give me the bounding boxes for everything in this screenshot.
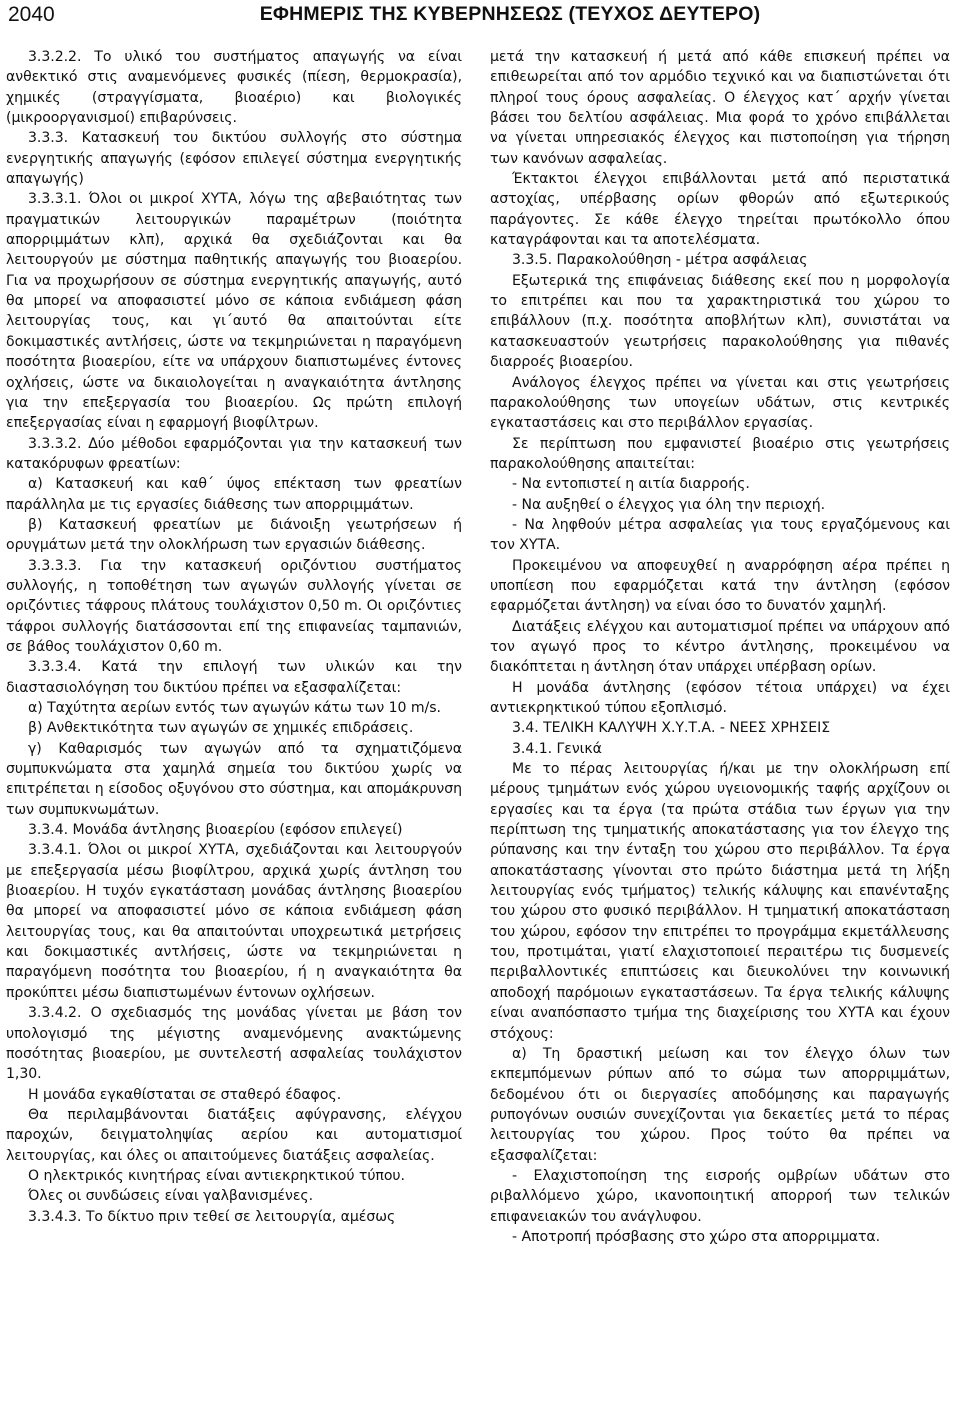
page-header bbox=[0, 0, 960, 46]
paragraph: 3.3.2.2. Το υλικό του συστήματος απαγωγής να είναι ανθεκτικό στις αναμενόμενες φυσικές (πίεση, θερμοκρασία), χημικές (στραγγίσματα, βιοαέριο) και βιολογικές (μικροοργανισμοί) επιβαρύνσεις. bbox=[6, 49, 462, 127]
paragraph: - Αποτροπή πρόσβασης στο χώρο στα απορριμματα. bbox=[512, 1228, 881, 1245]
paragraph: Η μονάδα άντλησης (εφόσον τέτοια υπάρχει) να έχει αντιεκρηκτικού τύπου εξοπλισμό. bbox=[490, 679, 950, 716]
paragraph: Ο ηλεκτρικός κινητήρας είναι αντιεκρηκτικού τύπου. bbox=[28, 1167, 405, 1184]
paragraph: α) Κατασκευή και καθ΄ ύψος επέκταση των φρεατίων παράλληλα με τις εργασίες διάθεσης των απορριμμάτων. bbox=[6, 476, 462, 513]
paragraph: μετά την κατασκευή ή μετά από κάθε επισκευή πρέπει να επιθεωρείται από τον αρμόδιο τεχνικό και να διαπιστώνεται ότι πληροί τους όρους ασφαλείας. Ο έλεγχος κατ΄ αρχήν γίνεται βάσει του δελτίου ασφάλειας. Μια φορά το χρόνο επιβάλλεται να γίνεται υπηρεσιακός έλεγχος και πιστοποίηση για τήρηση των κανόνων ασφαλείας. bbox=[490, 49, 950, 167]
gazette-title: ΕΦΗΜΕΡΙΣ ΤΗΣ ΚΥΒΕΡΝΗΣΕΩΣ (ΤΕΥΧΟΣ ΔΕΥΤΕΡΟ) bbox=[259, 3, 761, 25]
paragraph: 3.3.4.1. Όλοι οι μικροί ΧΥΤΑ, σχεδιάζονται και λειτουργούν με επεξεργασία μέσω βιοφίλτρου, αρχικά χωρίς άντληση του βιοαερίου. Η τυχόν εγκατάσταση μονάδας άντλησης βιοαερίου θα μπορεί να αποφασιστεί μόνο σε κάποια ενδιάμεση φάση λειτουργίας τους, και θα απαιτούνται υποχρεωτικά μετρήσεις και δοκιμαστικές αντλήσεις, ώστε να τεκμηριώνεται η παραγόμενη ποσότητα του βιοαερίου, ή η αναγκαιότητα θα προκύπτει μέσω διαπιστωμένων έντονων οχλήσεων. bbox=[6, 842, 462, 1001]
paragraph: - Ελαχιστοποίηση της εισροής ομβρίων υδάτων στο ριβαλλόμενο χώρο, ικανοποιητική απορροή των τελικών επιφανειακών του ανάγλυφου. bbox=[490, 1167, 950, 1225]
paragraph: 3.3.3.2. Δύο μέθοδοι εφαρμόζονται για την κατασκευή των κατακόρυφων φρεατίων: bbox=[6, 435, 462, 472]
paragraph: Η μονάδα εγκαθίσταται σε σταθερό έδαφος. bbox=[28, 1086, 342, 1103]
paragraph: 3.3.3. Κατασκευή του δικτύου συλλογής στο σύστημα ενεργητικής απαγωγής (εφόσον επιλεγεί σύστημα ενεργητικής απαγωγής) bbox=[6, 130, 462, 188]
paragraph: β) Ανθεκτικότητα των αγωγών σε χημικές επιδράσεις. bbox=[28, 720, 414, 737]
paragraph: γ) Καθαρισμός των αγωγών από τα σχηματιζόμενα συμπυκνώματα στα χαμηλά σημεία του δικτύου χωρίς να επιτρέπεται η είσοδος οξυγόνου στο σύστημα, και απομάκρυνση των συμπυκνωμάτων. bbox=[6, 740, 462, 818]
paragraph: 3.3.4. Μονάδα άντλησης βιοαερίου (εφόσον επιλεγεί) bbox=[28, 822, 403, 839]
right-column bbox=[490, 47, 950, 1425]
paragraph: α) Τη δραστική μείωση και τον έλεγχο όλων των εκπεμπόμενων ρύπων από το σώμα των απορριμμάτων, δεδομένου ότι οι διεργασίες αποδόμησης και παραγωγής ρυπογόνων ουσιών συνεχίζονται για δεκαετίες μετά το πέρας λειτουργίας του χώρου. Προς τούτο θα πρέπει να εξασφαλίζεται: bbox=[490, 1045, 950, 1164]
paragraph: - Να εντοπιστεί η αιτία διαρροής. bbox=[512, 476, 750, 493]
paragraph: 3.3.4.3. Το δίκτυο πριν τεθεί σε λειτουργία, αμέσως bbox=[28, 1208, 396, 1225]
paragraph: Θα περιλαμβάνονται διατάξεις αφύγρανσης, ελέγχου παροχών, δειγματοληψίας αερίου και αυτοματισμοί λειτουργίας, και όλες οι απαιτούμενες διατάξεις ασφαλείας. bbox=[6, 1106, 462, 1164]
paragraph: 3.4.1. Γενικά bbox=[512, 740, 602, 757]
paragraph: β) Κατασκευή φρεατίων με διάνοιξη γεωτρήσεων ή ορυγμάτων μετά την ολοκλήρωση των εργασιών διάθεσης. bbox=[6, 516, 462, 554]
paragraph: Διατάξεις ελέγχου και αυτοματισμοί πρέπει να υπάρχουν από τον αγωγό προς το κέντρο άντλησης, προκειμένου να διακόπτεται η άντληση όταν υπάρχει υπέρβαση ορίων. bbox=[490, 618, 950, 676]
paragraph: Με το πέρας λειτουργίας ή/και με την ολοκλήρωση επί μέρους τμημάτων ενός χώρου υγειονομικής ταφής αρχίζουν οι εργασίες και τα έργα (τα πρώτα στάδια των έργων για την περίπτωση της τμηματικής αποκατάστασης για τον έλεγχο της ρύπανσης και την ένταξη του χώρου στο περιβάλλον. Τα έργα αποκατάστασης γίνονται στο πρώτο διάστημα μετά τη λήξη λειτουργίας ενός τμήματος) τελικής κάλυψης και επανένταξης του χώρου στο φυσικό περιβάλλον. Η τμηματική αποκατάσταση του χώρου, εφόσον την επιτρέπει το προγράμμα εκμετάλλευσης του, προτιμάται, γιατί ελαχιστοποιεί περαιτέρω τις δυσμενείς περιβαλλοντικές επιπτώσεις και διευκολύνει την κοινωνική αποδοχή παρόμοιων εγκαταστάσεων. Τα έργα τελικής κάλυψης είναι αναπόσπαστο τμήμα της διαχείρισης του ΧΥΤΑ και έχουν στόχους: bbox=[490, 761, 950, 1042]
left-column bbox=[6, 47, 462, 1425]
paragraph: 3.3.3.1. Όλοι οι μικροί ΧΥΤΑ, λόγω της αβεβαιότητας των πραγματικών λειτουργικών παραμέτρων (ποιότητα απορριμμάτων κλπ), αρχικά θα σχεδιάζονται και θα λειτουργούν με σύστημα παθητικής απαγωγής του βιοαερίου. Για να προχωρήσουν σε σύστημα ενεργητικής απαγωγής, αυτό θα μπορεί να αποφασιστεί μόνο σε κάποια ενδιάμεση φάση λειτουργίας τους, και γι΄αυτό θα απαιτούνται είτε δοκιμαστικές αντλήσεις, ώστε να τεκμηριώνεται η παραγόμενη ποσότητα βιοαερίου, είτε να υπάρχουν διαπιστωμένες έντονες οχλήσεις, ώστε να δικαιολογείται η αναγκαιότητα άντλησης για την επεξεργασία του βιοαερίου. Ως πρώτη επιλογή επεξεργασίας είναι η εφαρμογή βιοφίλτρων. bbox=[6, 191, 462, 432]
paragraph: - Να ληφθούν μέτρα ασφαλείας για τους εργαζόμενους και τον ΧΥΤΑ. bbox=[490, 516, 950, 554]
page-number: 2040 bbox=[8, 3, 55, 26]
paragraph: Σε περίπτωση που εμφανιστεί βιοαέριο στις γεωτρήσεις παρακολούθησης απαιτείται: bbox=[490, 435, 950, 472]
paragraph: 3.3.3.4. Κατά την επιλογή των υλικών και την διαστασιολόγηση του δικτύου πρέπει να εξασφαλίζεται: bbox=[6, 659, 462, 696]
paragraph: 3.3.3.3. Για την κατασκευή οριζόντιου συστήματος συλλογής, η τοποθέτηση των αγωγών συλλογής γίνεται σε οριζόντιες τάφρους πλάτους τουλάχιστον 0,50 m. Οι οριζόντιες τάφροι συλλογής διατάσσονται επί της επιφανείας ταμπανιών, σε βάθος τουλάχιστον 0,60 m. bbox=[6, 557, 462, 655]
paragraph: Όλες οι συνδώσεις είναι γαλβανισμένες. bbox=[28, 1188, 314, 1205]
paragraph: 3.4. ΤΕΛΙΚΗ ΚΑΛΥΨΗ Χ.Υ.Τ.Α. - ΝΕΕΣ ΧΡΗΣΕΙΣ bbox=[512, 720, 831, 737]
paragraph: Προκειμένου να αποφευχθεί η αναρρόφηση αέρα πρέπει η υποπίεση που εφαρμόζεται κατά την άντληση (εφόσον εφαρμόζεται άντληση) να είναι όσο το δυνατόν χαμηλή. bbox=[490, 557, 950, 615]
paragraph: α) Ταχύτητα αερίων εντός των αγωγών κάτω των 10 m/s. bbox=[28, 700, 441, 716]
paragraph: Εξωτερικά της επιφάνειας διάθεσης εκεί που η μορφολογία το επιτρέπει και που τα χαρακτηριστικά του χώρου το επιβάλλουν (π.χ. ποσότητα αποβλήτων κλπ), συνιστάται να κατασκευαστούν γεωτρήσεις παρακολούθησης για πιθανές διαρροές βιοαερίου. bbox=[490, 272, 950, 371]
paragraph: - Να αυξηθεί ο έλεγχος για όλη την περιοχή. bbox=[512, 496, 826, 513]
paragraph: 3.3.5. Παρακολούθηση - μέτρα ασφάλειας bbox=[512, 252, 808, 269]
paragraph: Έκτακτοι έλεγχοι επιβάλλονται μετά από περιστατικά αστοχίας, υπέρβασης ορίων φθορών από εξωτερικούς παράγοντες. Σε κάθε έλεγχο τηρείται πρωτόκολλο όπου καταγράφονται και τα αποτελέσματα. bbox=[490, 171, 950, 249]
paragraph: 3.3.4.2. Ο σχεδιασμός της μονάδας γίνεται με βάση τον υπολογισμό της μέγιστης αναμενόμενης ανακτώμενης ποσότητας βιοαερίου, με συντελεστή ασφαλείας τουλάχιστον 1,30. bbox=[6, 1005, 462, 1083]
paragraph: Ανάλογος έλεγχος πρέπει να γίνεται και στις γεωτρήσεις παρακολούθησης των υπογείων υδάτων, στις κεντρικές εγκαταστάσεις και στο περιβάλλον εργασίας. bbox=[490, 374, 950, 432]
